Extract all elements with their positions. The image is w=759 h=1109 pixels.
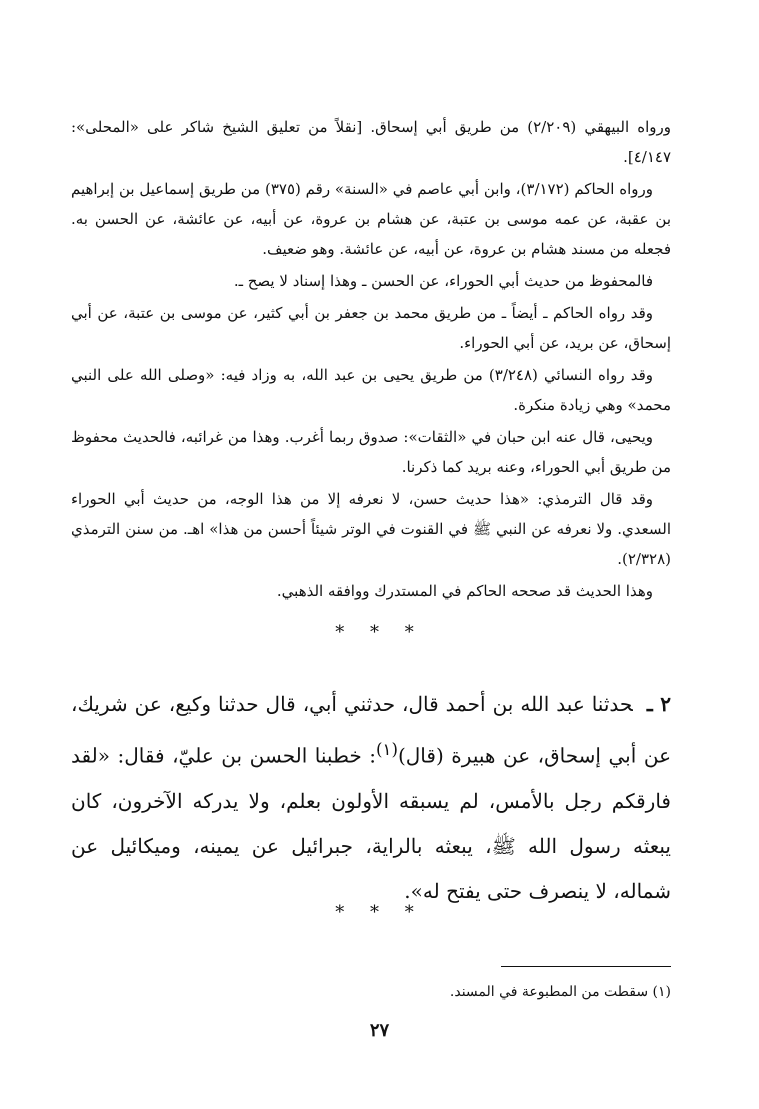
commentary-paragraph-1: ورواه البيهقي (٢/٢٠٩) من طريق أبي إسحاق. [نقلاً من تعليق الشيخ شاكر على «المحلى»: ٤/١٤٧].	[71, 118, 671, 166]
commentary-paragraph-4: وقد رواه الحاكم ـ أيضاً ـ من طريق محمد بن جعفر بن أبي كثير، عن موسى بن عتبة، عن أبي إسحاق، عن بريد، عن أبي الحوراء.	[71, 304, 671, 352]
commentary-paragraph-5: وقد رواه النسائي (٣/٢٤٨) من طريق يحيى بن عبد الله، به وزاد فيه: «وصلى الله على النبي محمد» وهي زيادة منكرة.	[71, 366, 671, 414]
section-separator-bottom: * * *	[335, 902, 424, 923]
commentary-paragraph-7: وقد قال الترمذي: «هذا حديث حسن، لا نعرفه إلا من هذا الوجه، من حديث أبي الحوراء السعدي. ولا نعرفه عن النبي ﷺ في القنوت في الوتر شيئاً أحسن من هذا» اهـ. من سنن الترمذي (٢/٣٢٨).	[71, 490, 671, 568]
commentary-paragraph-8: وهذا الحديث قد صححه الحاكم في المستدرك ووافقه الذهبي.	[276, 582, 653, 600]
footnote-reference: (١)	[376, 740, 398, 759]
hadith-text-part-2: : خطبنا الحسن بن عليّ، فقال: «لقد فارقكم رجل بالأمس، لم يسبقه الأولون بعلم، ولا يدركه الآخرون، كان يبعثه رسول الله ﷺ، يبعثه بالراية، جبرائيل عن يمينه، وميكائيل عن شماله، لا ينصرف حتى يفتح له».	[71, 743, 671, 903]
page-number: ٢٧	[369, 1020, 390, 1041]
section-separator-top: * * *	[335, 622, 424, 643]
hadith-text-part-1: حدثنا عبد الله بن أحمد قال، حدثني أبي، قال حدثنا وكيع، عن شريك، عن أبي إسحاق، عن هبيرة (قال)	[71, 692, 672, 768]
hadith-text	[71, 682, 671, 914]
footnote-divider	[501, 966, 671, 967]
commentary-paragraph-6: ويحيى، قال عنه ابن حبان في «الثقات»: صدوق ربما أغرب. وهذا من غرائبه، فالحديث محفوظ من طريق أبي الحوراء، وعنه بريد كما ذكرنا.	[71, 428, 671, 476]
commentary-paragraph-3: فالمحفوظ من حديث أبي الحوراء، عن الحسن ـ وهذا إسناد لا يصح ـ.	[233, 272, 653, 290]
hadith-number: ٢ ـ	[646, 692, 672, 716]
commentary-section	[71, 112, 671, 608]
footnote: (١) سقطت من المطبوعة في المسند.	[449, 984, 671, 1000]
commentary-paragraph-2: ورواه الحاكم (٣/١٧٢)، وابن أبي عاصم في «السنة» رقم (٣٧٥) من طريق إسماعيل بن إبراهيم بن عقبة، عن عمه موسى بن عتبة، عن هشام بن عروة، عن أبيه، عن عائشة، عن الحسن به. فجعله من مسند هشام بن عروة، عن أبيه، عن عائشة. وهو ضعيف.	[71, 180, 671, 258]
